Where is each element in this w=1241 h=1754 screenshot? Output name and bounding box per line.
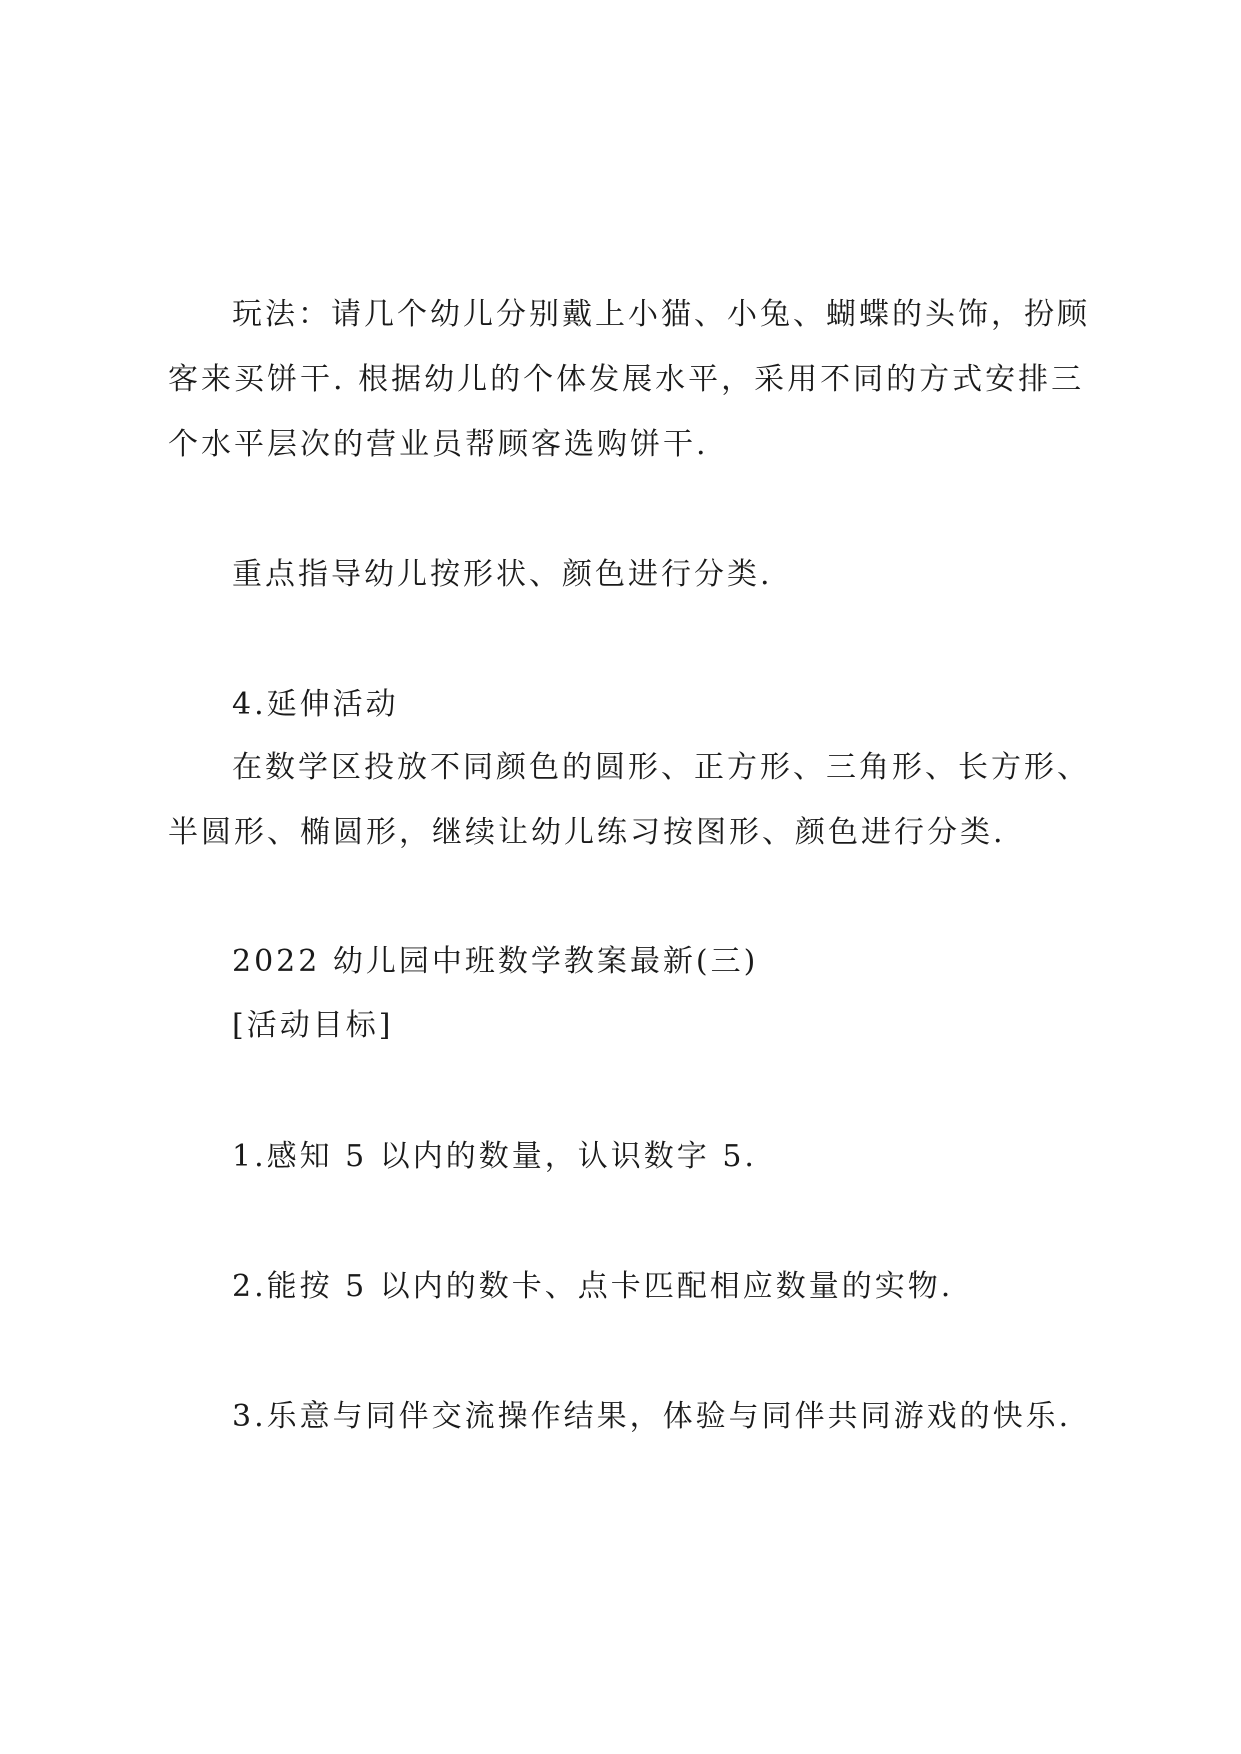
extension-heading: 4.延伸活动 <box>232 687 399 722</box>
play-paragraph-line-3: 个水平层次的营业员帮顾客选购饼干. <box>168 427 709 462</box>
focus-paragraph: 重点指导幼儿按形状、颜色进行分类. <box>232 557 773 592</box>
extension-paragraph-line-1: 在数学区投放不同颜色的圆形、正方形、三角形、长方形、 <box>232 750 1090 785</box>
play-paragraph-line-2: 客来买饼干. 根据幼儿的个体发展水平，采用不同的方式安排三 <box>168 362 1085 397</box>
lesson-title: 2022 幼儿园中班数学教案最新(三) <box>232 944 759 979</box>
goal-item-2: 2.能按 5 以内的数卡、点卡匹配相应数量的实物. <box>232 1269 954 1304</box>
goal-item-3: 3.乐意与同伴交流操作结果，体验与同伴共同游戏的快乐. <box>232 1399 1072 1434</box>
goals-heading: [活动目标] <box>232 1008 394 1043</box>
goal-item-1: 1.感知 5 以内的数量，认识数字 5. <box>232 1139 757 1174</box>
play-paragraph-line-1: 玩法：请几个幼儿分别戴上小猫、小兔、蝴蝶的头饰，扮顾 <box>232 297 1090 332</box>
extension-paragraph-line-2: 半圆形、椭圆形，继续让幼儿练习按图形、颜色进行分类. <box>168 815 1006 850</box>
